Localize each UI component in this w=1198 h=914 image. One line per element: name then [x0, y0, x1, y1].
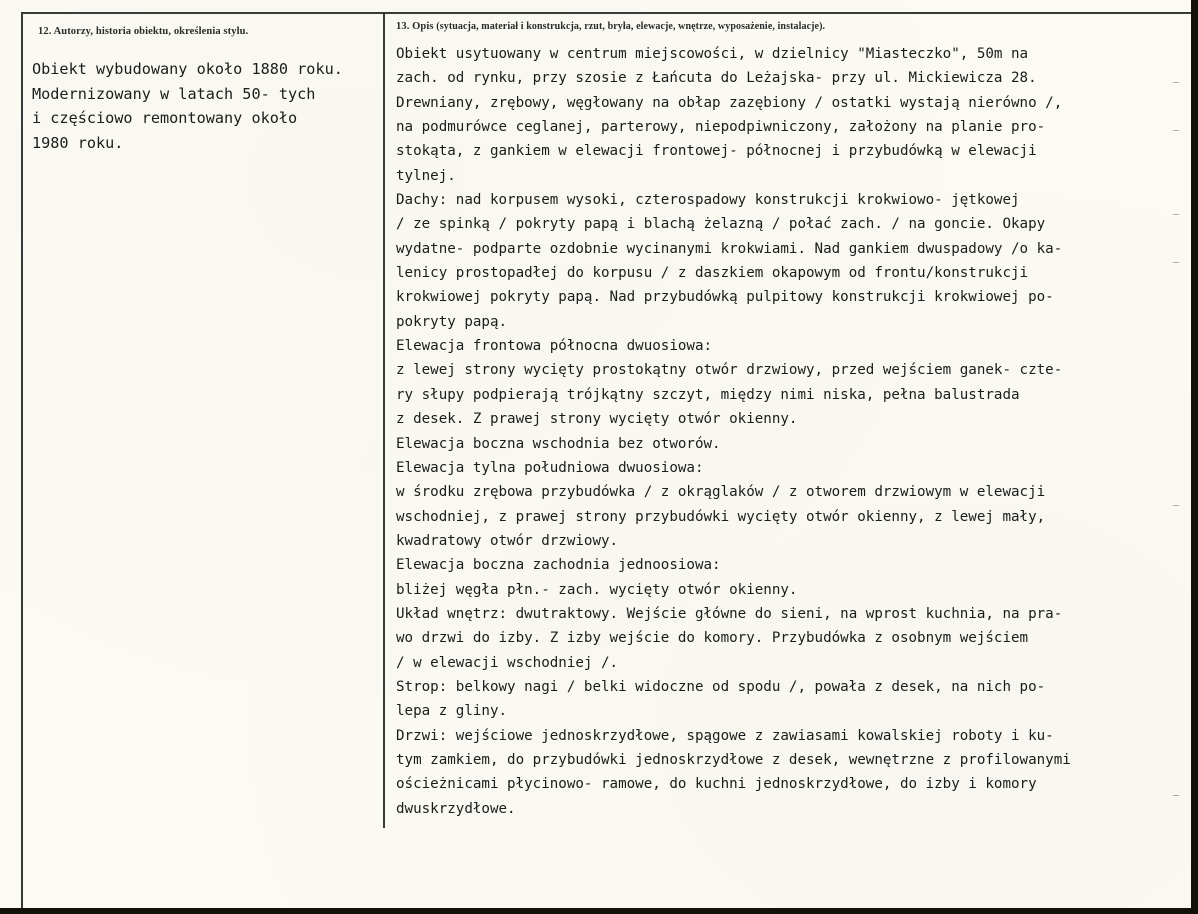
description-line: wschodniej, z prawej strony przybudówki wycięty otwór okienny, z lewej mały, [396, 508, 1046, 525]
margin-mark [1173, 505, 1179, 506]
description-line: lepa z gliny. [396, 703, 508, 720]
description-line: lenicy prostopadłej do korpusu / z daszkiem okapowym od frontu/konstrukcji [396, 265, 1029, 282]
description-line: / ze spinką / pokryty papą i blachą żelazną / połać zach. / na goncie. Okapy [396, 216, 1046, 233]
history-line: Obiekt wybudowany około 1880 roku. [32, 60, 343, 78]
description-line: z desek. Z prawej strony wycięty otwór okienny. [396, 411, 798, 428]
description-line: Układ wnętrz: dwutraktowy. Wejście główne do sieni, na wprost kuchnia, na pra- [396, 605, 1063, 622]
description-line: Dachy: nad korpusem wysoki, czterospadowy konstrukcji krokwiowo- jętkowej [396, 192, 1020, 209]
description-line: Elewacja frontowa północna dwuosiowa: [396, 338, 713, 355]
history-line: i częściowo remontowany około [32, 109, 298, 127]
description-line: kwadratowy otwór drzwiowy. [396, 532, 619, 549]
description-line: Elewacja tylna południowa dwuosiowa: [396, 459, 704, 476]
description-line: wo drzwi do izby. Z izby wejście do komory. Przybudówka z osobnym wejściem [396, 630, 1029, 647]
description-line: bliżej węgła płn.- zach. wycięty otwór okienny. [396, 581, 798, 598]
description-line: tylnej. [396, 167, 456, 184]
description-line: stokąta, z gankiem w elewacji frontowej- północnej i przybudówką w elewacji [396, 143, 1037, 160]
description-line: zach. od rynku, przy szosie z Łańcuta do Leżajska- przy ul. Mickiewicza 28. [396, 70, 1037, 87]
description-line: / w elewacji wschodniej /. [396, 654, 619, 671]
description-line: Strop: belkowy nagi / belki widoczne od spodu /, powała z desek, na nich po- [396, 678, 1046, 695]
history-line: 1980 roku. [32, 133, 124, 152]
description-line: z lewej strony wycięty prostokątny otwór drzwiowy, przed wejściem ganek- czte- [396, 362, 1063, 379]
margin-mark [1173, 795, 1179, 796]
history-line: Modernizowany w latach 50- tych [32, 84, 316, 103]
column-divider [383, 12, 385, 828]
history-text [32, 57, 343, 155]
margin-mark [1173, 130, 1179, 131]
section-13-header [396, 21, 825, 32]
section-13-subtitle: (sytuacja, materiał i konstrukcja, rzut, bryła, elewacje, wnętrze, wyposażenie, instalacje). [436, 21, 826, 32]
description-line: Elewacja boczna wschodnia bez otworów. [396, 435, 721, 452]
margin-mark [1173, 82, 1179, 83]
description-line: ościeżnicami płycinowo- ramowe, do kuchni jednoskrzydłowe, do izby i komory [396, 776, 1037, 793]
margin-mark [1173, 214, 1179, 215]
description-line: wydatne- podparte ozdobnie wycinanymi krokwiami. Nad gankiem dwuspadowy /o ka- [396, 240, 1063, 257]
description-text [396, 42, 1071, 821]
margin-mark [1173, 262, 1179, 263]
description-line: pokryty papą. [396, 313, 508, 330]
description-line: Obiekt usytuowany w centrum miejscowości, w dzielnicy "Miasteczko", 50m na [396, 46, 1029, 62]
description-line: na podmurówce ceglanej, parterowy, niepodpiwniczony, założony na planie pro- [396, 119, 1046, 136]
description-line: krokwiowej pokryty papą. Nad przybudówką pulpitowy konstrukcji krokwiowej po- [396, 289, 1054, 306]
description-line: w środku zrębowa przybudówka / z okrąglaków / z otworem drzwiowym w elewacji [396, 484, 1046, 501]
description-line: Drewniany, zrębowy, węgłowany na obłap zazębiony / ostatki wystają nierówno /, [396, 94, 1063, 111]
description-line: tym zamkiem, do przybudówki jednoskrzydłowe z desek, wewnętrzne z profilowanymi [396, 751, 1071, 768]
description-line: dwuskrzydłowe. [396, 800, 516, 817]
description-line: ry słupy podpierają trójkątny szczyt, między nimi niska, pełna balustrada [396, 386, 1020, 403]
description-line: Drzwi: wejściowe jednoskrzydłowe, spągowe z zawiasami kowalskiej roboty i ku- [396, 727, 1054, 744]
section-13-title: 13. Opis [396, 21, 434, 32]
description-line: Elewacja boczna zachodnia jednoosiowa: [396, 557, 721, 574]
section-12-header: 12. Autorzy, historia obiektu, określenia stylu. [38, 26, 249, 37]
